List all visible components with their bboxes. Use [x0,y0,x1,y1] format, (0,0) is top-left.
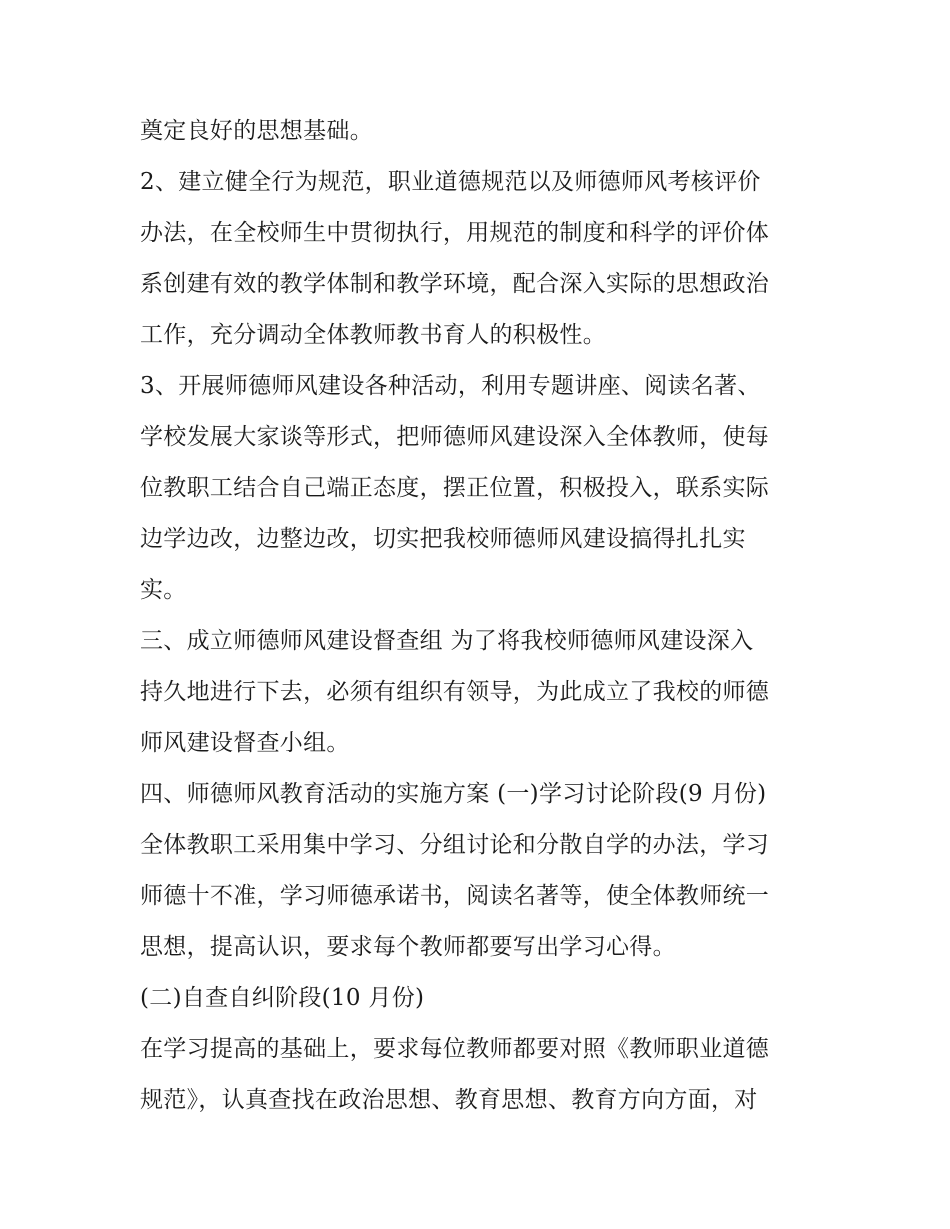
text-line: 办法，在全校师生中贯彻执行，用规范的制度和科学的评价体 [140,220,770,246]
text-line: 三、成立师德师风建设督查组 为了将我校师德师风建设深入 [140,628,754,654]
text-line: 位教职工结合自己端正态度，摆正位置，积极投入，联系实际 [140,475,770,501]
text-line: 边学边改，边整边改，切实把我校师德师风建设搞得扎扎实 [140,526,746,552]
text-line: 思想，提高认识，要求每个教师都要写出学习心得。 [140,934,676,960]
text-line: 3、开展师德师风建设各种活动，利用专题讲座、阅读名著、 [140,373,761,399]
document-body [140,106,820,1126]
text-line: 2、建立健全行为规范，职业道德规范以及师德师风考核评价 [140,169,761,195]
text-line: 师德十不准，学习师德承诺书，阅读名著等，使全体教师统一 [140,883,770,909]
text-line: 规范》，认真查找在政治思想、教育思想、教育方向方面，对 [140,1087,758,1113]
text-line: 师风建设督查小组。 [140,730,350,756]
text-line: 学校发展大家谈等形式，把师德师风建设深入全体教师，使每 [140,424,770,450]
text-line: 全体教职工采用集中学习、分组讨论和分散自学的办法，学习 [140,832,770,858]
text-line: 实。 [140,577,187,603]
text-line: 持久地进行下去，必须有组织有领导，为此成立了我校的师德 [140,679,770,705]
text-line: 四、师德师风教育活动的实施方案 (一)学习讨论阶段(9 月份) [140,781,767,807]
text-line: 在学习提高的基础上，要求每位教师都要对照《教师职业道德 [140,1036,770,1062]
text-line: 系创建有效的教学体制和教学环境，配合深入实际的思想政治 [140,271,770,297]
text-line: 奠定良好的思想基础。 [140,118,373,144]
text-line: (二)自查自纠阶段(10 月份) [140,985,425,1011]
text-line: 工作，充分调动全体教师教书育人的积极性。 [140,322,606,348]
